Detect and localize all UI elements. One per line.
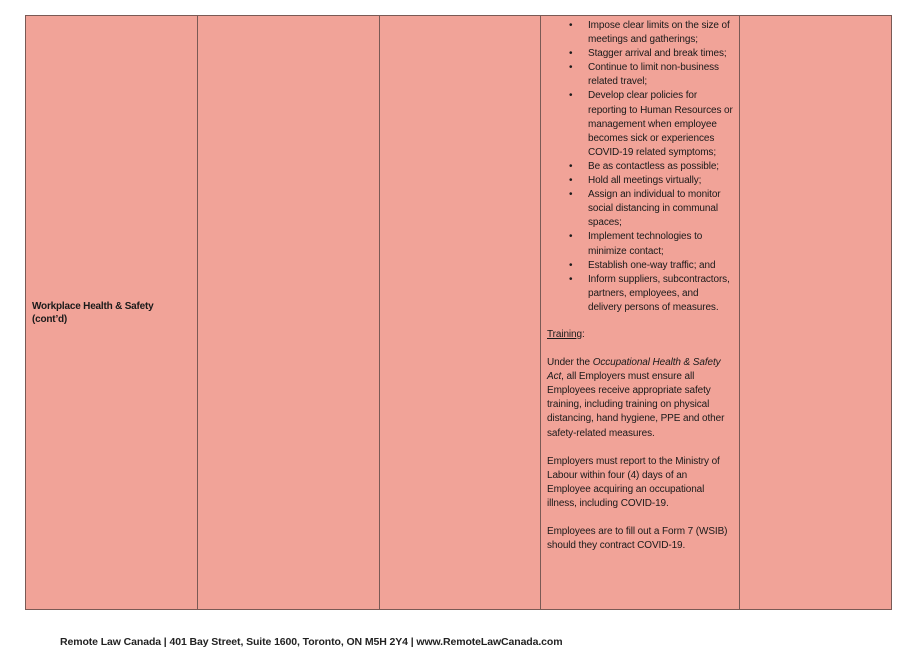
measures-cell xyxy=(541,16,740,610)
training-heading-colon: : xyxy=(581,328,585,340)
empty-cell-5 xyxy=(740,16,892,610)
list-item: • Implement technologies to minimize contact; xyxy=(547,230,733,258)
row-label: Workplace Health & Safety (cont’d) xyxy=(32,300,154,325)
page-footer: Remote Law Canada | 401 Bay Street, Suite 1600, Toronto, ON M5H 2Y4 | www.RemoteLawCanada.com xyxy=(60,636,563,648)
training-heading: Training xyxy=(547,328,582,340)
list-item: • Inform suppliers, subcontractors, partners, employees, and delivery persons of measures. xyxy=(547,273,733,315)
measures-list xyxy=(547,19,733,315)
list-item: • Impose clear limits on the size of meetings and gatherings; xyxy=(547,19,733,47)
list-item: • Hold all meetings virtually; xyxy=(547,174,733,188)
reporting-paragraph: Employers must report to the Ministry of Labour within four (4) days of an Employee acquiring an occupational illness, including COVID-19. xyxy=(547,455,720,509)
training-heading-line xyxy=(547,328,733,342)
training-paragraph xyxy=(547,356,733,441)
list-item: • Establish one-way traffic; and xyxy=(547,259,733,273)
para1-before: Under the xyxy=(547,357,593,369)
row-label-cell xyxy=(26,16,198,610)
empty-cell-3 xyxy=(380,16,541,610)
table-row xyxy=(26,16,892,610)
list-item: • Assign an individual to monitor social distancing in communal spaces; xyxy=(547,188,733,230)
list-item: • Continue to limit non-business related travel; xyxy=(547,61,733,89)
list-item: • Develop clear policies for reporting to Human Resources or management when employee becomes sick or experiences COVID-19 related symptoms; xyxy=(547,89,733,159)
content-table xyxy=(25,15,892,610)
wsib-paragraph: Employees are to fill out a Form 7 (WSIB) should they contract COVID-19. xyxy=(547,526,728,552)
list-item: • Stagger arrival and break times; xyxy=(547,47,733,61)
empty-cell-2 xyxy=(198,16,380,610)
para1-after: , all Employers must ensure all Employees receive appropriate safety training, including training on physical distancing, hand hygiene, PPE and other safety-related measures. xyxy=(547,371,725,439)
list-item: • Be as contactless as possible; xyxy=(547,160,733,174)
act-name: Occupational Health & Safety Act xyxy=(547,357,721,383)
